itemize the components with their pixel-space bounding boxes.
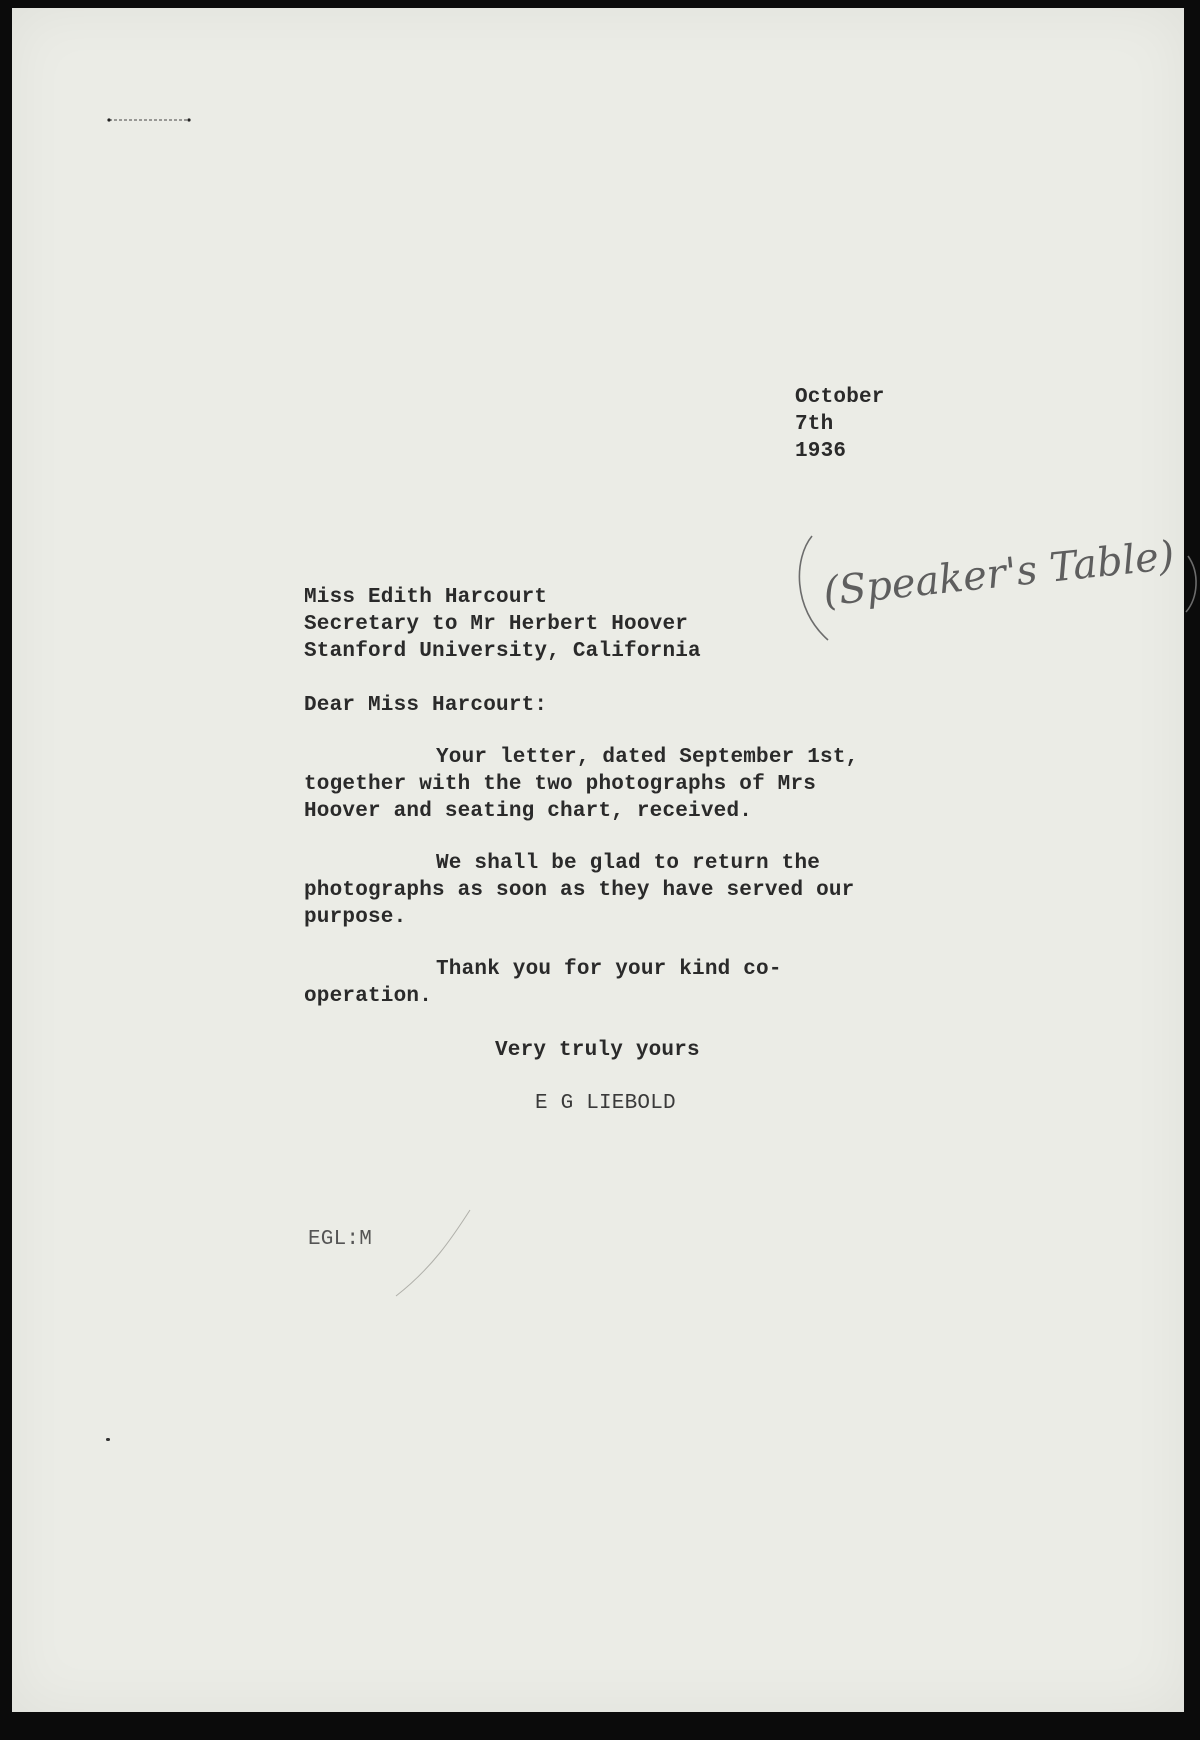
letter-date (795, 384, 885, 465)
signer-name: E G LIEBOLD (535, 1092, 676, 1115)
pencil-mark (107, 118, 191, 122)
paragraph-2-text: We shall be glad to return the photographs as soon as they have served our purpose. (304, 852, 855, 929)
recipient-location: Stanford University, California (304, 640, 701, 663)
recipient-title: Secretary to Mr Herbert Hoover (304, 613, 689, 636)
paragraph-3-text: Thank you for your kind co-operation. (304, 958, 782, 1008)
annotation-text: (Speaker's Table) (821, 532, 1177, 616)
letter-page (12, 8, 1184, 1712)
date-month: October (795, 386, 885, 409)
pencil-dot (106, 1438, 110, 1441)
recipient-name: Miss Edith Harcourt (304, 586, 548, 609)
body-paragraph (304, 956, 904, 1010)
handwritten-annotation (790, 528, 1200, 658)
date-year: 1936 (795, 440, 847, 463)
faint-pencil-stroke (392, 1208, 472, 1298)
date-day: 7th (795, 413, 834, 436)
complimentary-closing: Very truly yours (495, 1039, 700, 1062)
reference-initials: EGL:M (308, 1228, 373, 1251)
body-paragraph (304, 850, 904, 931)
salutation: Dear Miss Harcourt: (304, 694, 548, 717)
recipient-address (304, 584, 701, 665)
body-paragraph (304, 744, 904, 825)
paragraph-1-text: Your letter, dated September 1st, together with the two photographs of Mrs Hoover and seating chart, received. (304, 746, 859, 823)
